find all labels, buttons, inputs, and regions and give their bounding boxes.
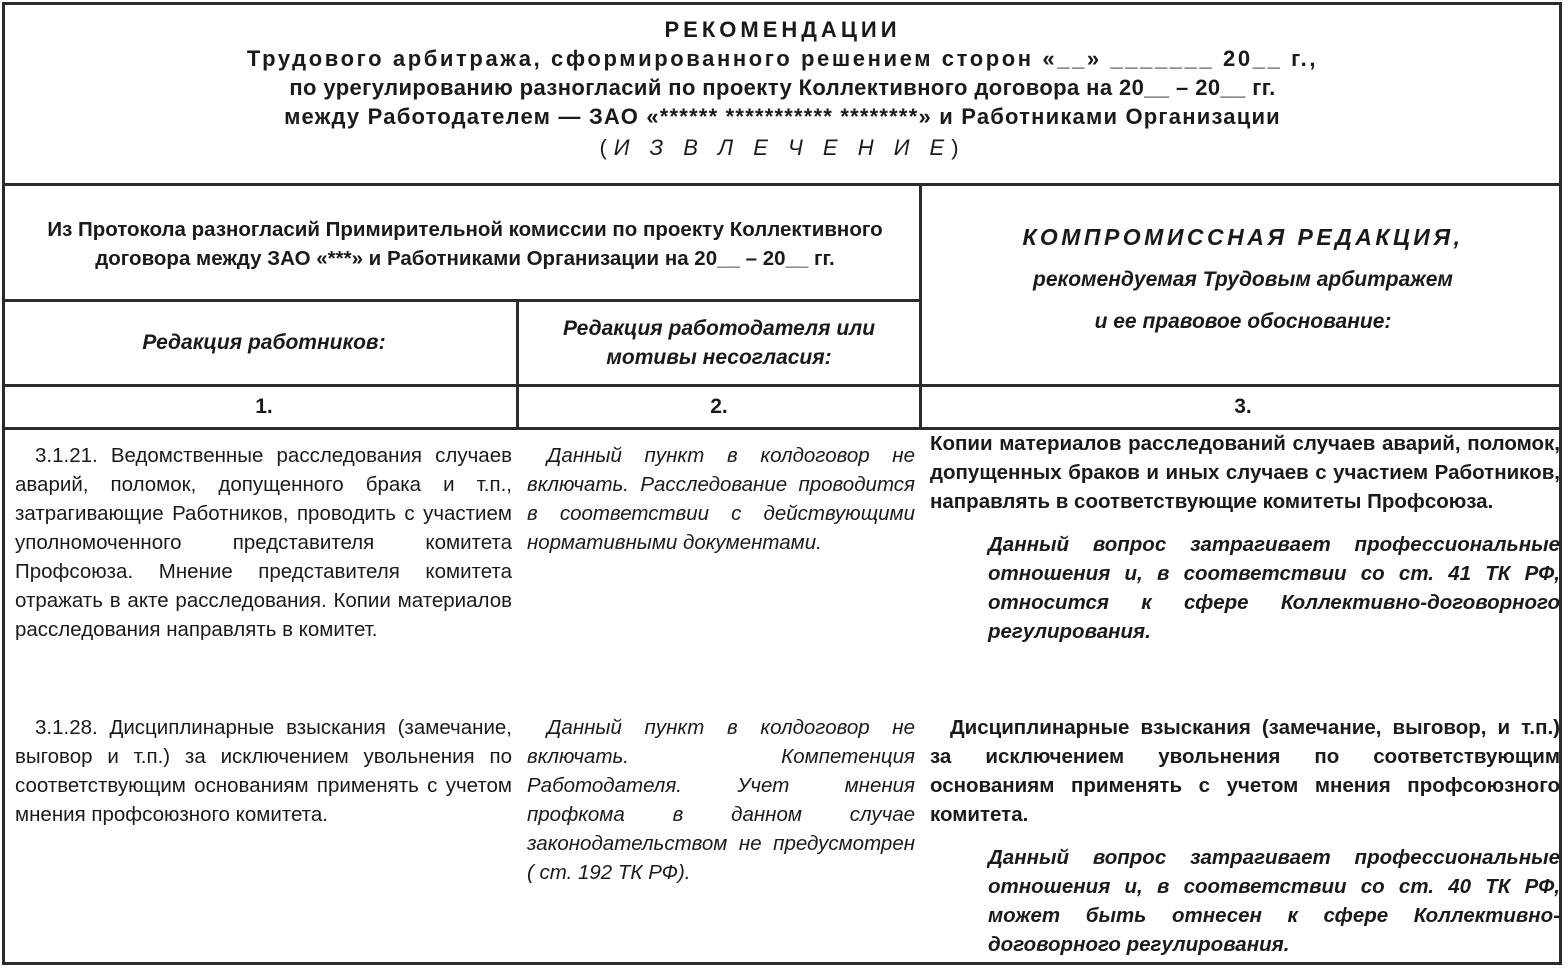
column-number-3: 3. bbox=[1234, 395, 1252, 418]
document-title-block bbox=[5, 15, 1560, 162]
header-compromise bbox=[923, 188, 1563, 384]
column-number-1: 1. bbox=[255, 395, 273, 418]
row1-employer-text: Данный пункт в колдоговор не включать. Расследование проводится в соответствии с действующими нормативными документами. bbox=[527, 444, 915, 554]
row1-compromise-text: Копии материалов расследований случаев аварий, поломок, допущенных браков и иных случаев с участием Работников, направлять в соответствующие комитеты Профсоюза. bbox=[930, 432, 1560, 513]
header-protocol: Из Протокола разногласий Примирительной комиссии по проекту Коллективного договора между ЗАО «***» и Работниками Организации на 20__ – 20__ гг. bbox=[47, 218, 883, 270]
title-heading: РЕКОМЕНДАЦИИ bbox=[664, 17, 901, 42]
title-line-arbitration: Трудового арбитража, сформированного решением сторон «__» _______ 20__ г., bbox=[246, 46, 1319, 71]
row2-justification-text: Данный вопрос затрагивает профессиональные отношения и, в соответствии со ст. 40 ТК РФ, может быть отнесен к сфере Коллективно-договорного регулирования. bbox=[988, 846, 1560, 956]
header-employees: Редакция работников: bbox=[142, 331, 386, 354]
row1-justification-text: Данный вопрос затрагивает профессиональные отношения и, в соответствии со ст. 41 ТК РФ, относится к сфере Коллективно-договорного регулирования. bbox=[988, 533, 1560, 643]
document-page bbox=[2, 2, 1562, 965]
row1-employer bbox=[527, 441, 915, 557]
column-number-2: 2. bbox=[710, 395, 728, 418]
row2-employees bbox=[15, 713, 512, 829]
title-line-subject: по урегулированию разногласий по проекту Коллективного договора на 20__ – 20__ гг. bbox=[289, 75, 1276, 100]
header-compromise-sub2: и ее правовое обоснование: bbox=[1094, 309, 1392, 333]
header-compromise-sub1: рекомендуемая Трудовым арбитражем bbox=[1033, 267, 1453, 291]
row2-employees-text: 3.1.28. Дисциплинарные взыскания (замечание, выговор и т.п.) за исключением увольнения по соответствующим основаниям применять с учетом мнения профсоюзного комитета. bbox=[15, 716, 512, 826]
row2-compromise bbox=[930, 713, 1560, 959]
row1-employees bbox=[15, 441, 512, 644]
extract-text: И З В Л Е Ч Е Н И Е bbox=[613, 135, 952, 160]
table-top-border bbox=[5, 183, 1560, 186]
row2-compromise-text: Дисциплинарные взыскания (замечание, выговор, и т.п.) за исключением увольнения по соответствующим основаниям применять с учетом мнения профсоюзного комитета. bbox=[930, 716, 1560, 826]
row2-employer-text: Данный пункт в колдоговор не включать. Компетенция Работодателя. Учет мнения профкома в данном случае законодательством не предусмотрен ( ст. 192 ТК РФ). bbox=[527, 716, 915, 884]
row1-compromise bbox=[930, 429, 1560, 646]
table-vline-right bbox=[919, 183, 922, 430]
row2-employer bbox=[527, 713, 915, 887]
header-employer: Редакция работодателя или мотивы несогласия: bbox=[562, 317, 876, 369]
row1-employees-text: 3.1.21. Ведомственные расследования случаев аварий, поломок, допущенного брака и т.п., затрагивающие Работников, проводить с участием уполномоченного представителя комитета Профсоюза. Мнение представителя комитета отражать в акте расследования. Копии материалов расследования направлять в комитет. bbox=[15, 444, 512, 641]
extract-label: (И З В Л Е Ч Е Н И Е) bbox=[599, 135, 966, 160]
title-line-parties: между Работодателем — ЗАО «****** *********** ********» и Работниками Организации bbox=[284, 104, 1281, 129]
header-compromise-title: КОМПРОМИССНАЯ РЕДАКЦИЯ, bbox=[1022, 223, 1464, 250]
